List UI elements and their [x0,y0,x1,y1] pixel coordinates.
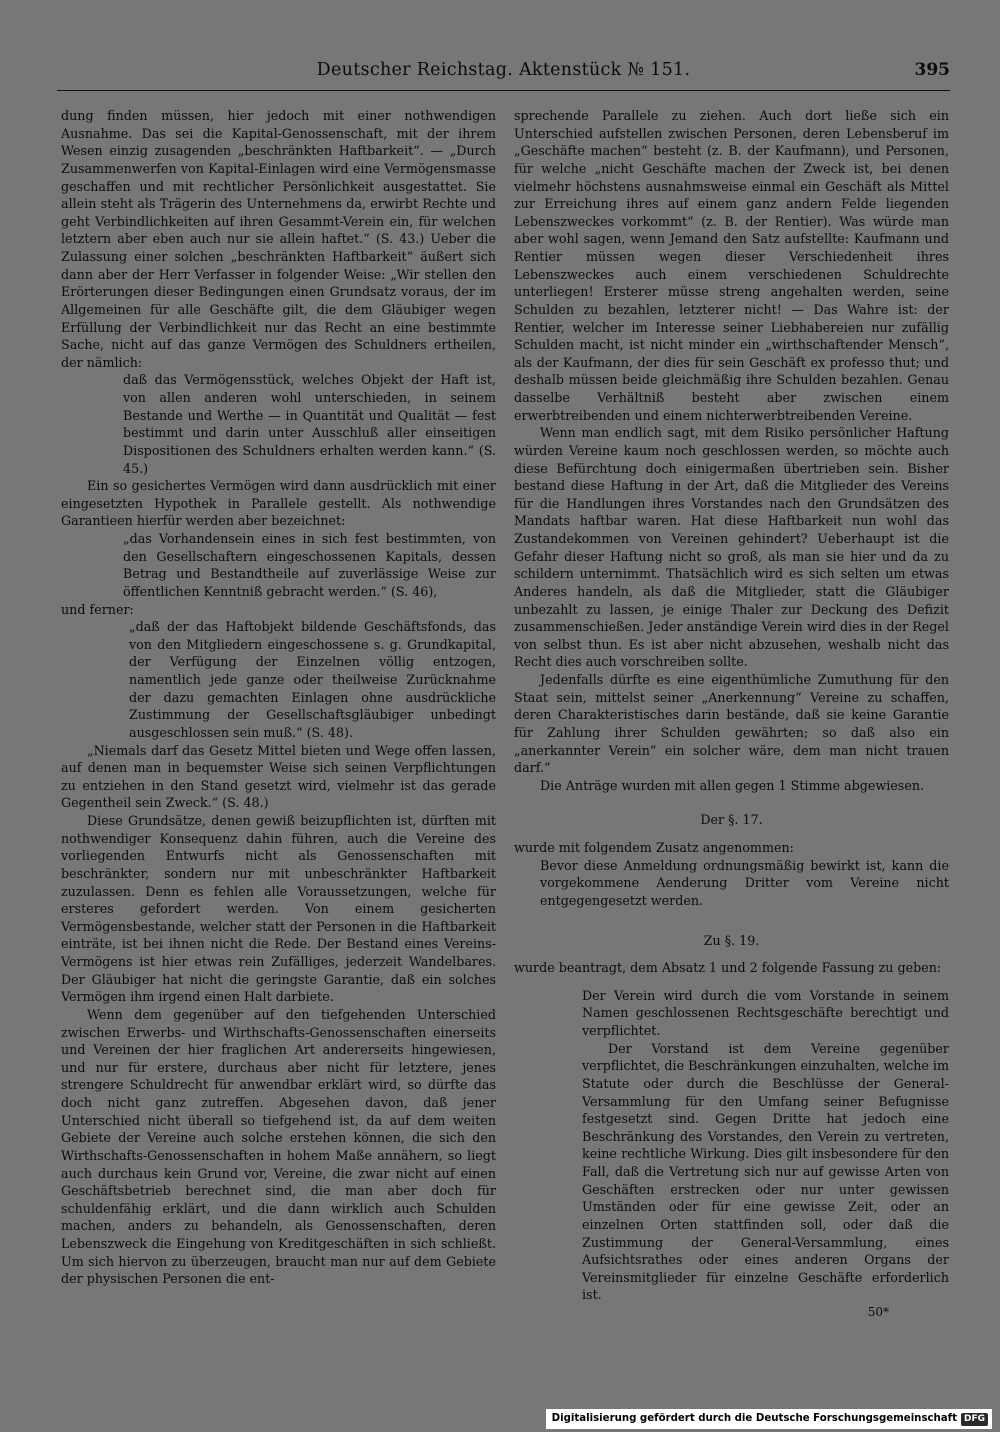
section-heading: Zu §. 19. [703,932,760,948]
paragraph: Wenn man endlich sagt, mit dem Risiko persönlicher Haftung würden Vereine kaum noch geschlossen werden, so möchte auch diese Befürchtung doch einigermaßen übertrieben sein. Bisher bestand diese Haftung in der Art, daß die Mitglieder des Vereins für die Handlungen ihres Vorstandes nach den Grundsätzen des Mandats haftbar waren. Hat diese Haftbarkeit nun wohl das Zustandekommen von Vereinen gehindert? Ueberhaupt ist die Gefahr dieser Haftung nicht so groß, als man sie hier und da zu schildern unternimmt. Thatsächlich wird es sich selten um etwas Anderes handeln, als daß die Mitglieder, statt die Gläubiger unbezahlt zu lassen, je einige Thaler zur Deckung des Defizit zusammenschießen. Jeder anständige Verein wird dies in der Regel von selbst thun. Es ist aber nicht abzusehen, weshalb nicht das Recht dies auch vorschreiben sollte. [514,425,949,670]
right-column [514,107,949,1322]
paragraph: Ein so gesichertes Vermögen wird dann ausdrücklich mit einer eingesetzten Hypothek in Parallele gestellt. Als nothwendige Garantieen hierfür werden aber bezeichnet: [61,478,496,529]
paragraph: Die Anträge wurden mit allen gegen 1 Stimme abgewiesen. [540,777,925,793]
funding-text: Digitalisierung gefördert durch die Deutsche Forschungsgemeinschaft [551,1413,957,1424]
amendment-text: Bevor diese Anmeldung ordnungsmäßig bewirkt ist, kann die vorgekommene Aenderung Dritter vom Vereine nicht entgegengesetzt werden. [540,857,949,908]
page-number: 395 [914,60,950,80]
paragraph: dung finden müssen, hier jedoch mit einer nothwendigen Ausnahme. Das sei die Kapital-Genossenschaft, mit der ihrem Wesen einzig zusagenden „beschränkten Haftbarkeit“. — „Durch Zusammenwerfen von Kapital-Einlagen wird eine Vermögensmasse geschaffen und mit rechtlicher Persönlichkeit ausgestattet. Sie allein steht als Trägerin des Unternehmens da, erwirbt Rechte und geht Verbindlichkeiten auf ihren Gesammt-Verein ein, für welchen letztern aber eben auch nur sie allein haftet.“ (S. 43.) Ueber die Zulassung einer solchen „beschränkten Haftbarkeit“ äußert sich dann aber der Herr Verfasser in folgender Weise: „Wir stellen den Erörterungen dieser Bedingungen einen Grundsatz voraus, der im Allgemeinen für alle Geschäfte gilt, die dem Gläubiger wegen Erfüllung der Verbindlichkeit nur das Recht an eine bestimmte Sache, nicht auf das ganze Vermögen des Schuldners ertheilen, der nämlich: [61,108,496,370]
proposed-text: Der Verein wird durch die vom Vorstande in seinem Namen geschlossenen Rechtsgeschäfte berechtigt und verpflichtet. [582,987,949,1038]
header-rule [57,90,950,91]
sheet-signature: 50* [867,1305,889,1319]
paragraph: und ferner: [61,601,134,617]
block-quote: „das Vorhandensein eines in sich fest bestimmten, von den Gesellschaftern eingeschossenen Kapitals, dessen Betrag und Bestandtheile auf zuverlässige Weise zur öffentlichen Kenntniß gebracht werden.“ (S. 46), [123,531,496,599]
quotation-paragraph: „Niemals darf das Gesetz Mittel bieten und Wege offen lassen, auf denen man in bequemster Weise sich seinen Verpflichtungen zu entziehen in den Stand gesetzt wird, vielmehr ist das gerade Gegentheil sein Zweck.“ (S. 48.) [61,742,496,811]
left-column [61,107,496,1288]
paragraph: Jedenfalls dürfte es eine eigenthümliche Zumuthung für den Staat sein, mittelst seiner „Anerkennung“ Vereine zu schaffen, deren Charakteristisches darin bestände, daß sie keine Garantie für Zahlung ihrer Schulden gewährten; so daß also ein „anerkannter Verein“ ein solcher wäre, dem man nicht trauen darf.“ [514,672,949,776]
page-header [57,60,950,94]
proposed-text: Der Vorstand ist dem Vereine gegenüber verpflichtet, die Beschränkungen einzuhalten, welche im Statute oder durch die Beschlüsse der General-Versammlung für den Umfang seiner Befugnisse festgesetzt sind. Gegen Dritte hat jedoch eine Beschränkung des Vorstandes, den Verein zu vertreten, keine rechtliche Wirkung. Dies gilt insbesondere für den Fall, daß die Vertretung sich nur auf gewisse Arten von Geschäften erstrecken oder nur unter gewissen Umständen oder für eine gewisse Zeit, oder an einzelnen Orten stattfinden soll, oder daß die Zustimmung der General-Versammlung, eines Aufsichtsrathes oder eines anderen Organs der Vereinsmitglieder für einzelne Geschäfte erforderlich ist. [582,1040,950,1303]
block-quote: „daß der das Haftobjekt bildende Geschäftsfonds, das von den Mitgliedern eingeschossene s. g. Grundkapital, der Verfügung der Einzelnen völlig entzogen, namentlich jede ganze oder theilweise Zurücknahme der dazu gemachten Einlagen ohne ausdrückliche Zustimmung der Gesellschaftsgläubiger unbedingt ausgeschlossen sein muß.“ (S. 48). [129,619,496,740]
funding-notice [546,1409,992,1429]
block-quote: daß das Vermögensstück, welches Objekt der Haft ist, von allen anderen wohl unterschieden, in seinem Bestande und Werthe — in Quantität und Qualität — fest bestimmt und darin unter Ausschluß aller einseitigen Dispositionen des Schuldners erhalten werden kann.“ (S. 45.) [123,372,496,476]
paragraph: Diese Grundsätze, denen gewiß beizupflichten ist, dürften mit nothwendiger Konsequenz dahin führen, auch die Vereine des vorliegenden Entwurfs nicht als Genossenschaften mit beschränkter, sondern nur mit unbeschränkter Haftbarkeit zuzulassen. Denn es fehlen alle Voraussetzungen, welche für ersteres gefordert werden. Von einem gesicherten Vermögensbestande, welcher statt der Personen in die Haftbarkeit einträte, ist bei ihnen nicht die Rede. Der Bestand eines Vereins-Vermögens ist hier etwas rein Zufälliges, jederzeit Wandelbares. Der Gläubiger hat nicht die geringste Garantie, daß ein solches Vermögen ihm irgend einen Halt darbiete. [61,813,496,1005]
section-heading: Der §. 17. [700,812,763,828]
paragraph: wurde beantragt, dem Absatz 1 und 2 folgende Fassung zu geben: [514,960,942,976]
dfg-logo: DFG [961,1413,988,1426]
paragraph: wurde mit folgendem Zusatz angenommen: [514,840,794,855]
paragraph: Wenn dem gegenüber auf den tiefgehenden Unterschied zwischen Erwerbs- und Wirthschafts-Genossenschaften einerseits und Vereinen der hier fraglichen Art andererseits hingewiesen, und nur für erstere, durchaus aber nicht für letztere, jenes strengere Schuldrecht für anwendbar erklärt wird, so dürfte das doch nicht ganz zutreffen. Abgesehen davon, daß jener Unterschied nicht überall so tiefgehend ist, da auf dem weiten Gebiete der Vereine auch solche erstehen können, die sich den Wirthschafts-Genossenschaften in hohem Maße annähern, so liegt auch durchaus kein Grund vor, Vereine, die zwar nicht auf einen Geschäftsbetrieb berechnet sind, die man aber doch für schuldenfähig erklärt, und die dann wirklich auch Schulden machen, anders zu behandeln, als Genossenschaften, deren Lebenszweck die Eingehung von Kreditgeschäften in sich schließt. Um sich hiervon zu überzeugen, braucht man nur auf dem Gebiete der physischen Personen die ent- [61,1006,496,1287]
paragraph: sprechende Parallele zu ziehen. Auch dort ließe sich ein Unterschied aufstellen zwischen Personen, deren Lebensberuf im „Geschäfte machen“ besteht (z. B. der Kaufmann), und Personen, für welche „nicht Geschäfte machen der Zweck ist, bei denen vielmehr höchstens ausnahmsweise einmal ein Geschäft als Mittel zur Erreichung ihres auf einem ganz andern Felde liegenden Lebenszweckes vorkommt“ (z. B. der Rentier). Was würde man aber wohl sagen, wenn Jemand den Satz aufstellte: Kaufmann und Rentier müssen wegen dieser Verschiedenheit ihres Lebenszweckes auch einem verschiedenen Schuldrechte unterliegen! Ersterer müsse streng angehalten werden, seine Schulden zu bezahlen, letzterer nicht! — Das Wahre ist: der Rentier, welcher im Interesse seiner Liebhabereien nur zufällig Schulden macht, ist nicht minder ein „wirthschaftender Mensch“, als der Kaufmann, der dies für sein Geschäft ex professo thut; und deshalb müssen beide gleichmäßig ihre Schulden bezahlen. Genau dasselbe Verhältniß besteht aber zwischen einem erwerbtreibenden und einem nichterwerbtreibenden Vereine. [514,108,949,423]
running-head: Deutscher Reichstag. Aktenstück № 151. [316,60,691,80]
